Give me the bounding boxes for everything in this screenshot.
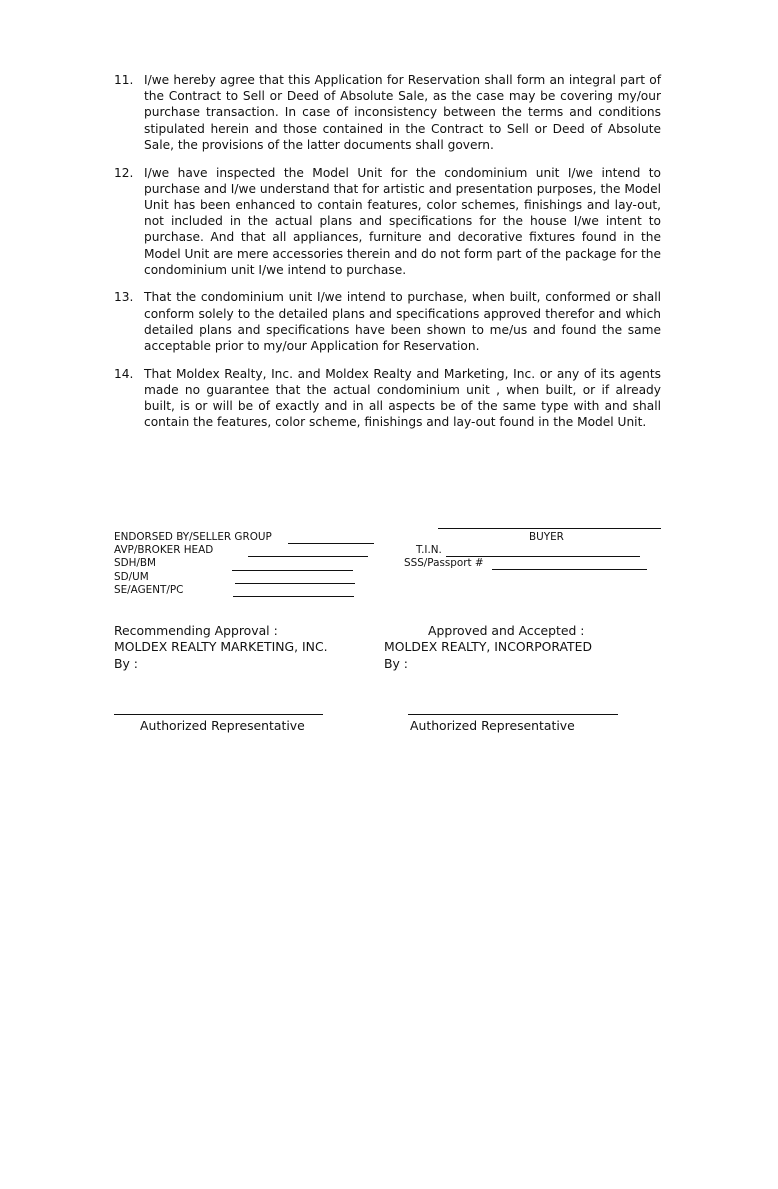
left-authorized-representative: Authorized Representative xyxy=(140,718,305,733)
approved-accepted-label: Approved and Accepted : xyxy=(428,623,585,638)
tin-label: T.I.N. xyxy=(416,544,442,556)
right-representative-signature-line xyxy=(408,714,618,715)
sd-um-line xyxy=(235,583,355,584)
clause-14 xyxy=(114,366,661,431)
endorsed-by-line xyxy=(288,543,374,544)
recommending-approval-label: Recommending Approval : xyxy=(114,623,278,638)
se-agent-pc-line xyxy=(233,596,354,597)
clause-number: 11. xyxy=(114,73,134,87)
avp-broker-head-label: AVP/BROKER HEAD xyxy=(114,544,214,556)
recommending-by-label: By : xyxy=(114,656,138,671)
clause-number: 12. xyxy=(114,165,134,180)
clause-number: 14. xyxy=(114,366,134,381)
sss-passport-label: SSS/Passport # xyxy=(404,557,484,569)
sdh-bm-label: SDH/BM xyxy=(114,557,157,569)
approved-company: MOLDEX REALTY, INCORPORATED xyxy=(384,639,592,654)
clause-text: That the condominium unit I/we intend to purchase, when built, conformed or shall conform solely to the detailed plans and specifications approved therefor and which detailed plans and specifications have been shown to me/us and found the same acceptable prior to my/our Application for Reservation. xyxy=(144,290,661,354)
clause-number: 13. xyxy=(114,290,134,305)
clause-text: That Moldex Realty, Inc. and Moldex Realty and Marketing, Inc. or any of its agents made no guarantee that the actual condominium unit , when built, or if already built, is or will be of exactly and in all aspects be of the same type with and shall contain the features, color scheme, finishings and lay-out found in the Model Unit. xyxy=(144,366,661,430)
clause-text: I/we hereby agree that this Application for Reservation shall form an integral part of the Contract to Sell or Deed of Absolute Sale, as the case may be covering my/our purchase transaction. In case of inconsistency between the terms and conditions stipulated herein and those contained in the Contract to Sell or Deed of Absolute Sale, the provisions of the latter documents shall govern. xyxy=(144,73,661,152)
clause-13 xyxy=(114,289,661,354)
clause-11 xyxy=(114,72,661,153)
buyer-label: BUYER xyxy=(529,531,564,543)
buyer-signature-line xyxy=(438,528,661,529)
se-agent-pc-label: SE/AGENT/PC xyxy=(114,584,184,596)
endorsed-by-label: ENDORSED BY/SELLER GROUP xyxy=(114,531,272,543)
sss-passport-line xyxy=(492,569,647,570)
recommending-company: MOLDEX REALTY MARKETING, INC. xyxy=(114,639,328,654)
terms-clauses xyxy=(114,72,661,442)
left-representative-signature-line xyxy=(114,714,323,715)
avp-broker-head-line xyxy=(248,556,368,557)
right-authorized-representative: Authorized Representative xyxy=(410,718,575,733)
sdh-bm-line xyxy=(232,570,353,571)
sd-um-label: SD/UM xyxy=(114,571,149,583)
clause-text: I/we have inspected the Model Unit for the condominium unit I/we intend to purchase and I/we understand that for artistic and presentation purposes, the Model Unit has been enhanced to contain features, color schemes, finishings and lay-out, not included in the actual plans and specifications for the house I/we intent to purchase. And that all appliances, furniture and decorative fixtures found in the Model Unit are mere accessories therein and do not form part of the package for the condominium unit I/we intend to purchase. xyxy=(144,165,661,277)
clause-12 xyxy=(114,165,661,278)
approved-by-label: By : xyxy=(384,656,408,671)
